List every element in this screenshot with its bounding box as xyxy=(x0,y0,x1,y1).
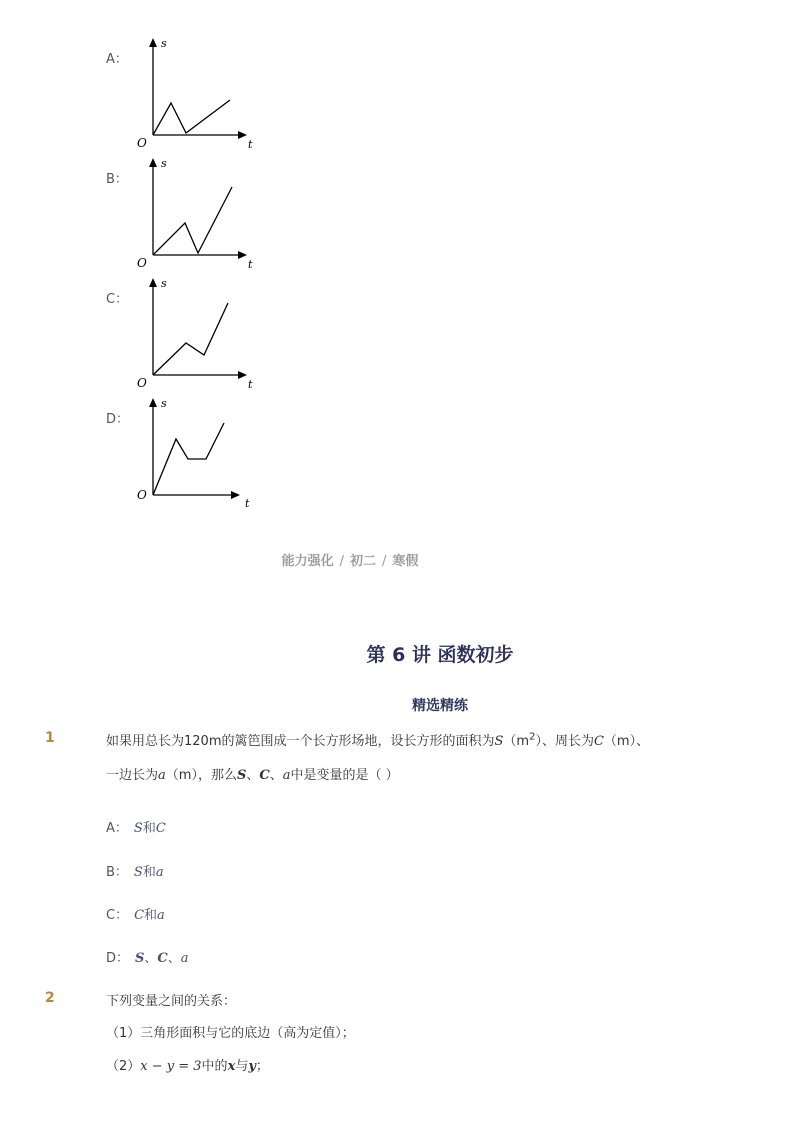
breadcrumb xyxy=(0,550,700,569)
origin-label: O xyxy=(137,136,147,150)
x-axis-arrow xyxy=(238,371,247,379)
q2-text: 与 xyxy=(235,1059,249,1074)
question-2-item-1: （1）三角形面积与它的底边（高为定值）； xyxy=(106,1026,355,1041)
origin-label: O xyxy=(137,256,147,270)
y-axis-label: s xyxy=(161,37,167,50)
x-axis-label: t xyxy=(248,258,253,271)
q1-superscript: 2 xyxy=(529,731,536,743)
question-number-2: 2 xyxy=(45,990,55,1006)
q1-text: 如果用总长为120m的篱笆围成一个长方形场地，设长方形的面积为 xyxy=(106,734,495,749)
choice-value: C和a xyxy=(134,908,165,923)
x-axis-label: t xyxy=(248,138,253,151)
breadcrumb-item: 初二 xyxy=(349,554,376,569)
choice-d[interactable] xyxy=(106,947,189,966)
graph-line xyxy=(153,187,232,255)
origin-label: O xyxy=(137,488,147,502)
y-axis-arrow xyxy=(149,158,157,167)
breadcrumb-separator: / xyxy=(382,554,387,569)
section-title: 精选精练 xyxy=(412,698,468,714)
choice-label: B： xyxy=(106,865,128,880)
q1-text: 一边长为 xyxy=(106,768,159,783)
y-axis-arrow xyxy=(149,398,157,407)
choice-b[interactable] xyxy=(106,861,164,880)
x-axis-arrow xyxy=(238,131,247,139)
question-1-line-2 xyxy=(106,764,399,783)
origin-label: O xyxy=(137,376,147,390)
choice-label: D： xyxy=(106,951,130,966)
y-axis-label: s xyxy=(161,157,167,170)
q1-text: 中是变量的是（ ） xyxy=(290,768,399,783)
choice-value: S和C xyxy=(133,821,166,836)
var-x: x xyxy=(227,1059,236,1074)
breadcrumb-item: 能力强化 xyxy=(281,554,334,569)
x-axis-label: t xyxy=(245,497,250,510)
question-2-item-2 xyxy=(106,1055,269,1074)
graph-line xyxy=(153,423,224,495)
question-number-1: 1 xyxy=(45,730,55,746)
var-c: C xyxy=(593,734,604,749)
graph-option-d xyxy=(128,395,258,520)
var-a: a xyxy=(158,768,166,783)
option-label-c: C： xyxy=(106,292,129,307)
graph-line xyxy=(153,100,230,135)
x-axis-label: t xyxy=(248,378,253,391)
breadcrumb-item: 寒假 xyxy=(392,554,419,569)
q2-text: 中的 xyxy=(201,1059,228,1074)
lesson-title: 第 6 讲 函数初步 xyxy=(366,644,514,666)
graph-option-a xyxy=(128,35,258,160)
choice-value: S和a xyxy=(133,865,164,880)
var-s: S xyxy=(236,768,247,783)
var-y: y xyxy=(248,1059,256,1074)
q1-text: （m）、 xyxy=(603,734,650,749)
q2-text: （2） xyxy=(106,1059,141,1074)
q2-text: ； xyxy=(255,1059,269,1074)
option-label-b: B： xyxy=(106,172,128,187)
question-2-intro: 下列变量之间的关系： xyxy=(106,994,237,1009)
var-s: S xyxy=(494,734,504,749)
q1-text: （m xyxy=(503,734,530,749)
question-1-line-1 xyxy=(106,730,649,749)
choice-label: A： xyxy=(106,821,128,836)
option-label-a: A： xyxy=(106,52,128,67)
q2-expression: x − y = 3 xyxy=(140,1059,202,1074)
x-axis-arrow xyxy=(238,251,247,259)
breadcrumb-separator: / xyxy=(339,554,344,569)
graph-line xyxy=(153,303,228,375)
q1-text: 、 xyxy=(246,768,260,783)
choice-value: S、C、a xyxy=(135,951,189,966)
q1-text: （m），那么 xyxy=(165,768,237,783)
choice-c[interactable] xyxy=(106,904,165,923)
graph-option-b xyxy=(128,155,258,280)
var-c: C xyxy=(259,768,270,783)
q1-text: ）、周长为 xyxy=(535,734,594,749)
q1-text: 、 xyxy=(269,768,283,783)
y-axis-label: s xyxy=(161,397,167,410)
x-axis-arrow xyxy=(231,491,240,499)
option-label-d: D： xyxy=(106,412,130,427)
graph-option-c xyxy=(128,275,258,400)
choice-a[interactable] xyxy=(106,817,166,836)
y-axis-label: s xyxy=(161,277,167,290)
choice-label: C： xyxy=(106,908,129,923)
y-axis-arrow xyxy=(149,38,157,47)
var-a: a xyxy=(282,768,291,783)
y-axis-arrow xyxy=(149,278,157,287)
